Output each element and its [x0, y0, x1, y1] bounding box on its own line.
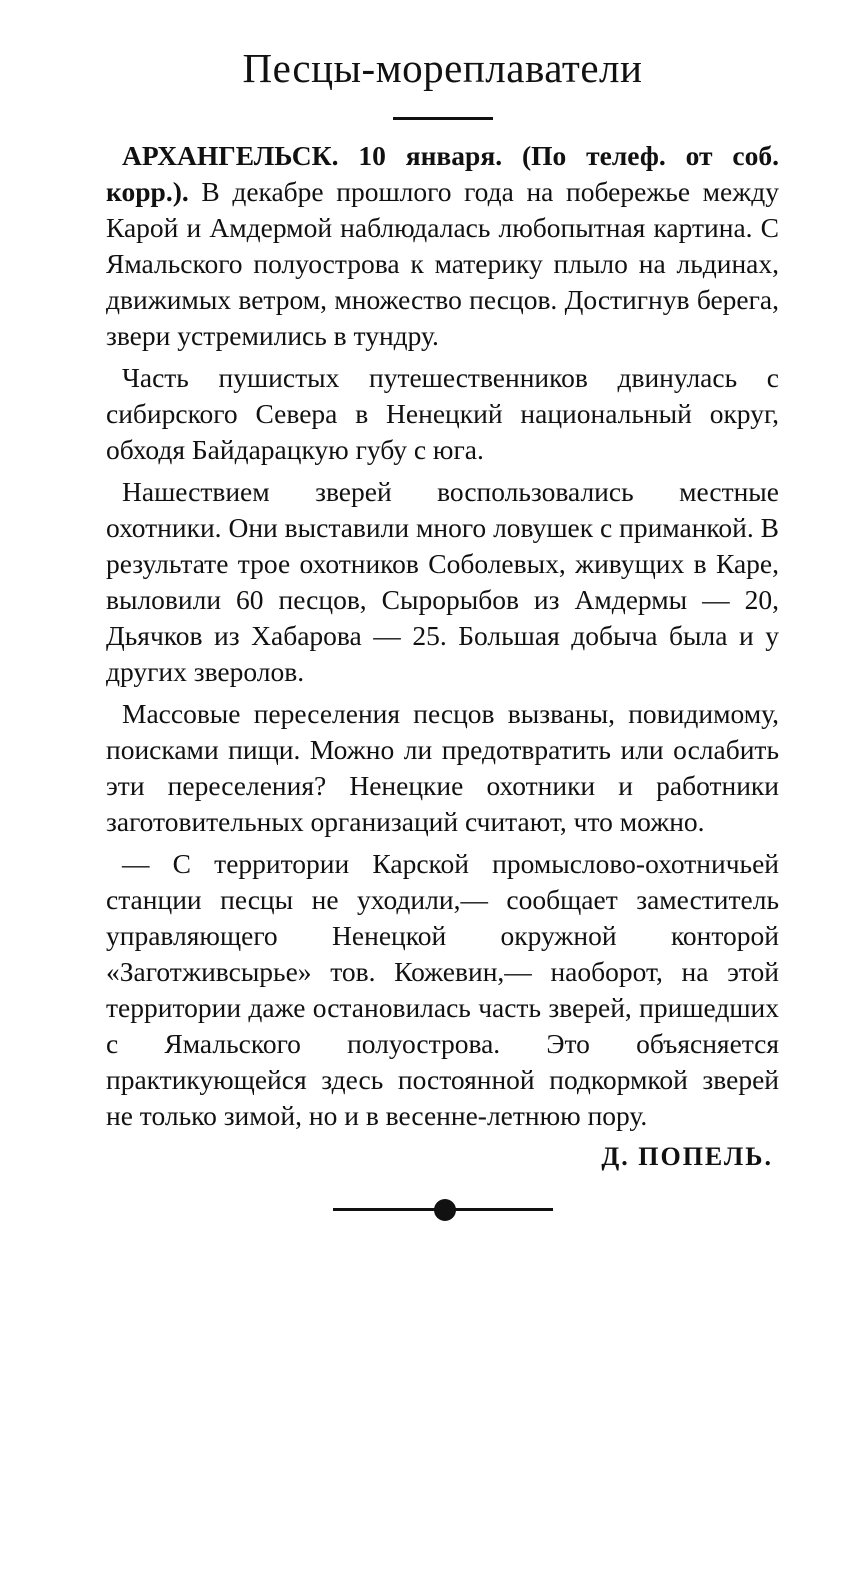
article-paragraph-3	[106, 474, 779, 690]
headline-divider	[393, 117, 493, 120]
article-paragraph-5	[106, 846, 779, 1134]
paragraph-text: Нашествием зверей воспользовались местные охотники. Они выставили много ловушек с приманкой. В результате трое охотников Соболевых, живущих в Каре, выловили 60 песцов, Сырорыбов из Амдермы — 20, Дьячков из Хабарова — 25. Большая добыча была и у других зверолов.	[106, 476, 779, 688]
article-paragraph-4	[106, 696, 779, 840]
article-paragraph-2	[106, 360, 779, 468]
ornament-dot	[434, 1199, 456, 1221]
article-paragraph-1	[106, 138, 779, 354]
paragraph-text: В декабре прошлого года на побережье между Карой и Амдермой наблюдалась любопытная картина. С Ямальского полуострова к материку плыло на льдинах, движимых ветром, множество песцов. Достигнув берега, звери устремились в тундру.	[106, 176, 779, 352]
newspaper-article	[106, 36, 779, 1222]
author-signature: Д. ПОПЕЛЬ.	[601, 1142, 773, 1172]
end-ornament	[333, 1198, 553, 1222]
paragraph-text: Массовые переселения песцов вызваны, повидимому, поисками пищи. Можно ли предотвратить или ослабить эти переселения? Ненецкие охотники и работники заготовительных организаций считают, что можно.	[106, 698, 779, 838]
article-headline: Песцы-мореплаватели	[242, 45, 643, 91]
dateline: АРХАНГЕЛЬСК. 10 января. (По телеф. от соб. корр.).	[106, 140, 779, 208]
paragraph-text: — С территории Карской промыслово-охотничьей станции песцы не уходили,— сообщает заместитель управляющего Ненецкой окружной конторой «Заготживсырье» тов. Кожевин,— наоборот, на этой территории даже остановилась часть зверей, пришедших с Ямальского полуострова. Это объясняется практикующейся здесь постоянной подкормкой зверей не только зимой, но и в весенне-летнюю пору.	[106, 848, 779, 1132]
paragraph-text: Часть пушистых путешественников двинулась с сибирского Севера в Ненецкий национальный округ, обходя Байдарацкую губу с юга.	[106, 362, 779, 466]
